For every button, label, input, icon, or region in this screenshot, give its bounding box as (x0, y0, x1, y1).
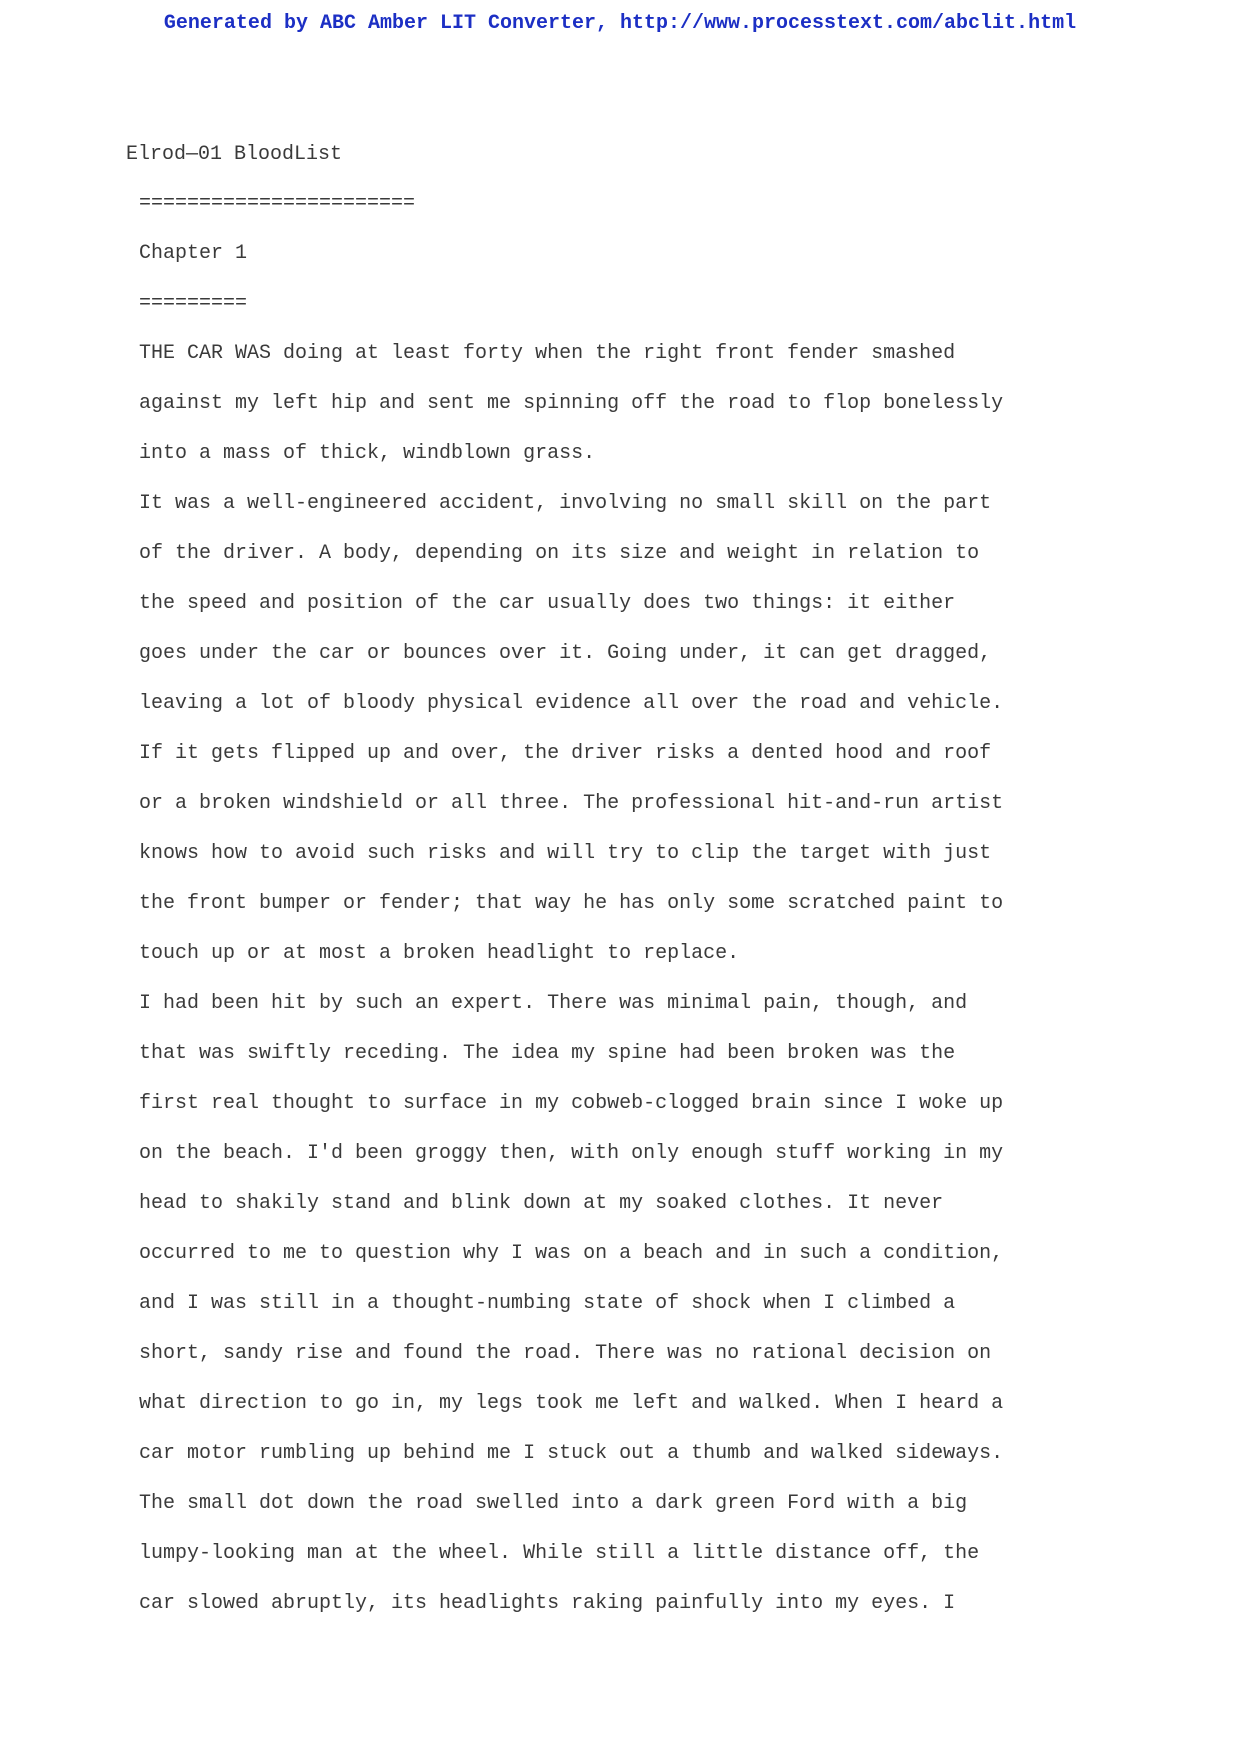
chapter-heading: Chapter 1 (139, 242, 248, 265)
converter-banner: Generated by ABC Amber LIT Converter, http://www.processtext.com/abclit.html (163, 12, 1077, 35)
text-line: car slowed abruptly, its headlights raking painfully into my eyes. I (139, 1592, 956, 1615)
text-line: against my left hip and sent me spinning off the road to flop bonelessly (139, 392, 1004, 415)
text-line: If it gets flipped up and over, the driver risks a dented hood and roof (139, 742, 992, 765)
text-line: on the beach. I'd been groggy then, with only enough stuff working in my (139, 1142, 1004, 1165)
separator-short: ========= (139, 292, 248, 315)
text-line: into a mass of thick, windblown grass. (139, 442, 596, 465)
text-line: short, sandy rise and found the road. There was no rational decision on (139, 1342, 992, 1365)
text-line: knows how to avoid such risks and will try to clip the target with just (139, 842, 992, 865)
text-line: THE CAR WAS doing at least forty when the right front fender smashed (139, 342, 956, 365)
text-line: and I was still in a thought-numbing state of shock when I climbed a (139, 1292, 956, 1315)
text-line: what direction to go in, my legs took me left and walked. When I heard a (139, 1392, 1004, 1415)
separator-long: ======================= (139, 192, 416, 215)
text-line: the speed and position of the car usually does two things: it either (139, 592, 956, 615)
text-line: goes under the car or bounces over it. Going under, it can get dragged, (139, 642, 992, 665)
text-line: head to shakily stand and blink down at my soaked clothes. It never (139, 1192, 944, 1215)
text-line: car motor rumbling up behind me I stuck out a thumb and walked sideways. (139, 1442, 1004, 1465)
text-line: that was swiftly receding. The idea my spine had been broken was the (139, 1042, 956, 1065)
text-line: occurred to me to question why I was on a beach and in such a condition, (139, 1242, 1004, 1265)
text-line: first real thought to surface in my cobweb-clogged brain since I woke up (139, 1092, 1004, 1115)
text-line: or a broken windshield or all three. The professional hit-and-run artist (139, 792, 1004, 815)
text-line: The small dot down the road swelled into a dark green Ford with a big (139, 1492, 968, 1515)
text-line: of the driver. A body, depending on its size and weight in relation to (139, 542, 980, 565)
text-line: I had been hit by such an expert. There was minimal pain, though, and (139, 992, 968, 1015)
text-line: lumpy-looking man at the wheel. While still a little distance off, the (139, 1542, 980, 1565)
text-line: touch up or at most a broken headlight to replace. (139, 942, 740, 965)
text-line: leaving a lot of bloody physical evidence all over the road and vehicle. (139, 692, 1004, 715)
text-line: It was a well-engineered accident, involving no small skill on the part (139, 492, 992, 515)
text-line: the front bumper or fender; that way he has only some scratched paint to (139, 892, 1004, 915)
document-title: Elrod—01 BloodList (126, 143, 343, 166)
document-body (139, 192, 1139, 1642)
